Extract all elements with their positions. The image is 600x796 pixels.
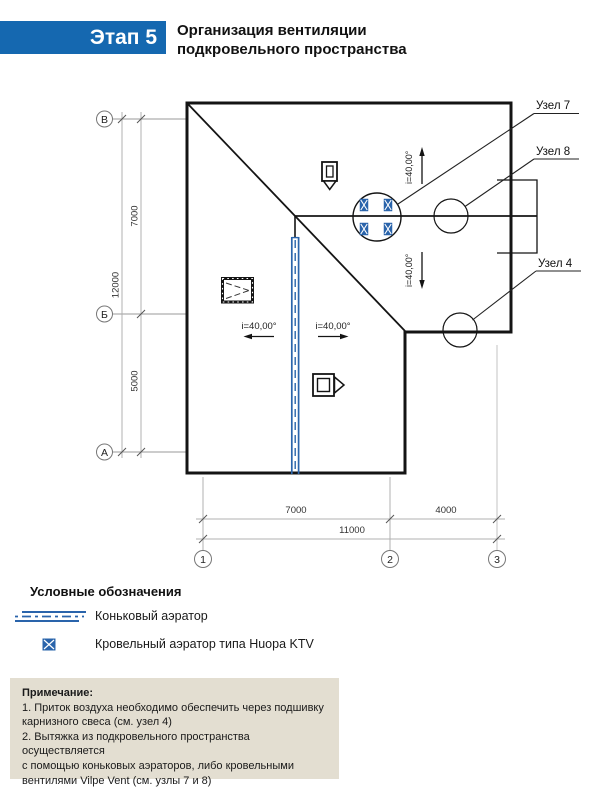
axis-row-A: А (100, 446, 109, 459)
svg-text:Узел 7: Узел 7 (536, 100, 571, 112)
axis-row-Bb: Б (101, 308, 108, 321)
axis-col-2: 2 (387, 554, 393, 566)
axis-markers-bottom (195, 551, 506, 568)
note-line: с помощью коньковых аэраторов, либо кровельными (22, 759, 294, 772)
page-title-line1: Организация вентиляции (177, 22, 367, 39)
note-line: вентилями Vilpe Vent (см. узлы 7 и 8) (22, 774, 212, 787)
dim-left-12000: 12000 (110, 271, 122, 299)
dim-bottom-11000: 11000 (339, 525, 365, 536)
svg-text:Узел 8: Узел 8 (536, 146, 571, 158)
note-line: 1. Приток воздуха необходимо обеспечить через подшивку (22, 701, 324, 714)
svg-text:i=40,00°: i=40,00° (404, 150, 414, 184)
slope-annotation-left (241, 321, 276, 339)
stage-badge: Этап 5 (0, 21, 166, 54)
legend-item-ridge-aerator: Коньковый аэратор (95, 609, 208, 623)
note-heading: Примечание: (22, 687, 94, 699)
svg-text:i=40,00°: i=40,00° (241, 321, 277, 332)
svg-text:i=40,00°: i=40,00° (404, 253, 414, 287)
dim-bottom-7000: 7000 (285, 505, 307, 516)
dim-left-7000: 7000 (129, 205, 141, 227)
legend-heading: Условные обозначения (30, 584, 182, 599)
page-title-line2: подкровельного пространства (177, 41, 407, 58)
ridge-aerator-legend-icon (13, 609, 88, 624)
note-line: карнизного свеса (см. узел 4) (22, 716, 172, 729)
chimney-icon (223, 279, 253, 303)
dim-bottom-4000: 4000 (435, 505, 457, 516)
note-line: 2. Вытяжка из подкровельного пространства осуществляется (22, 730, 250, 758)
legend-item-ktv-aerator: Кровельный аэратор типа Huopa KTV (95, 637, 314, 651)
axis-col-1: 1 (200, 554, 206, 566)
dim-left-5000: 5000 (129, 370, 141, 392)
note-box (10, 678, 339, 787)
slope-annotation-right (315, 321, 350, 339)
axis-row-B: В (100, 113, 109, 126)
svg-text:i=40,00°: i=40,00° (315, 321, 351, 332)
svg-text:Узел 4: Узел 4 (538, 258, 573, 270)
axis-grid-left (110, 112, 187, 458)
ktv-aerator-legend-icon (42, 638, 56, 651)
axis-col-3: 3 (494, 554, 500, 566)
